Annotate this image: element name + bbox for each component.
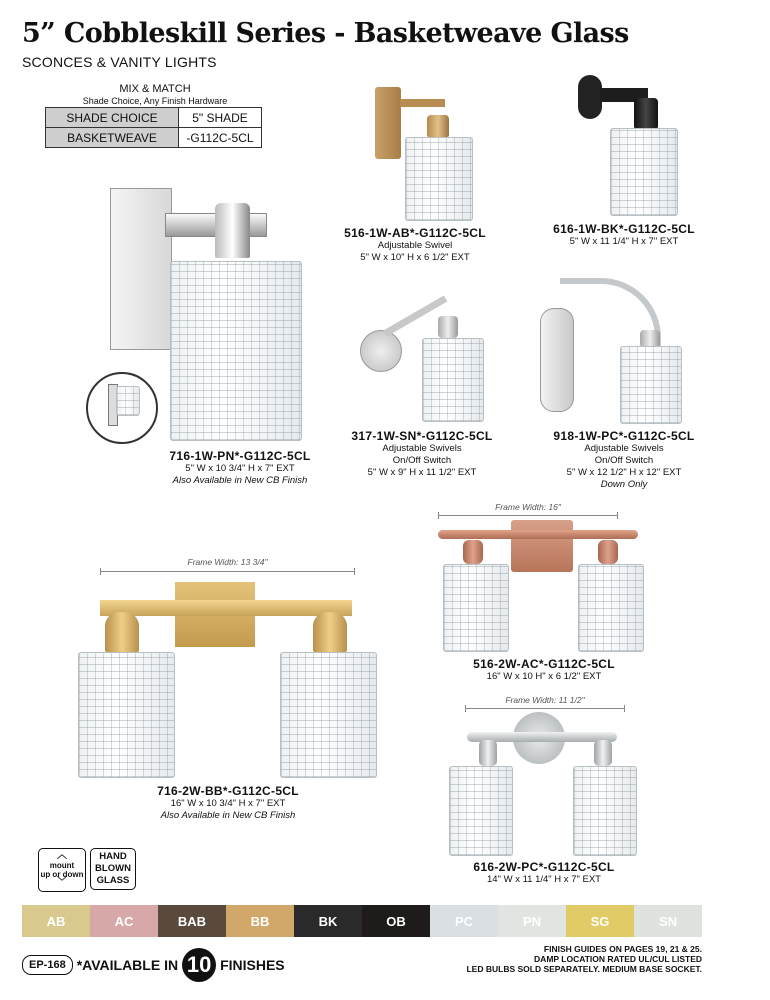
frame-width-label: Frame Width: 16" bbox=[495, 502, 561, 512]
socket-cup bbox=[105, 612, 139, 652]
footer-availability bbox=[22, 948, 285, 982]
backplate bbox=[360, 330, 402, 372]
product-note: Also Available in New CB Finish bbox=[160, 810, 296, 821]
mix-match-title: MIX & MATCH bbox=[119, 83, 191, 95]
finish-code: SN bbox=[658, 913, 678, 929]
product-caption bbox=[454, 860, 634, 886]
basketweave-shade bbox=[280, 652, 377, 778]
dimensions: 5" W x 9" H x 11 1/2" EXT bbox=[367, 467, 477, 478]
mount-label: mount bbox=[49, 861, 75, 870]
finish-swatch bbox=[294, 905, 362, 937]
backplate bbox=[578, 75, 602, 119]
finish-swatch bbox=[430, 905, 498, 937]
basketweave-shade bbox=[620, 346, 682, 424]
finish-code: SG bbox=[590, 913, 610, 929]
feature-line: On/Off Switch bbox=[594, 455, 654, 466]
model-number: 616-2W-PC*-G112C-5CL bbox=[473, 860, 615, 874]
finish-swatch bbox=[226, 905, 294, 937]
finish-code: PC bbox=[454, 913, 474, 929]
socket-cup bbox=[438, 316, 458, 338]
socket-cup bbox=[313, 612, 347, 652]
model-number: 616-1W-BK*-G112C-5CL bbox=[553, 222, 695, 236]
socket-cup bbox=[594, 740, 612, 766]
finish-code: PN bbox=[522, 913, 542, 929]
product-note: Also Available in New CB Finish bbox=[172, 475, 308, 486]
hand-blown-glass-badge bbox=[90, 848, 136, 890]
thumbnail-inset bbox=[86, 372, 158, 444]
frame-width-label: Frame Width: 11 1/2" bbox=[505, 695, 585, 705]
finish-code: AC bbox=[114, 913, 134, 929]
product-caption bbox=[140, 449, 340, 487]
footer-note: DAMP LOCATION RATED UL/CUL LISTED bbox=[534, 954, 702, 964]
table-cell: -G112C-5CL bbox=[179, 128, 262, 148]
mix-match-subtitle: Shade Choice, Any Finish Hardware bbox=[82, 96, 228, 106]
page-title: 5” Cobbleskill Series - Basketweave Glass bbox=[22, 18, 629, 49]
table-cell: SHADE CHOICE bbox=[46, 108, 179, 128]
dimensions: 5" W x 12 1/2" H x 12" EXT bbox=[566, 467, 682, 478]
available-prefix: *AVAILABLE IN bbox=[76, 957, 179, 973]
dimensions: 5" W x 10" H x 6 1/2" EXT bbox=[360, 252, 470, 263]
product-image-616-2w-pc bbox=[447, 712, 642, 855]
product-caption bbox=[128, 784, 328, 822]
product-image-918-1w-pc bbox=[540, 278, 690, 423]
finish-code: OB bbox=[386, 913, 406, 929]
model-number: 516-2W-AC*-G112C-5CL bbox=[473, 657, 615, 671]
finish-swatch bbox=[158, 905, 226, 937]
finish-count: 10 bbox=[182, 948, 216, 982]
mix-match-heading bbox=[45, 83, 265, 107]
basketweave-shade bbox=[449, 766, 513, 856]
badge-line: GLASS bbox=[96, 875, 130, 886]
product-caption bbox=[454, 657, 634, 683]
frame-width-line bbox=[465, 708, 625, 709]
page-subtitle: SCONCES & VANITY LIGHTS bbox=[22, 54, 217, 70]
finish-swatch bbox=[566, 905, 634, 937]
socket-cup bbox=[634, 98, 658, 130]
bar bbox=[438, 530, 638, 539]
finish-swatch bbox=[22, 905, 90, 937]
basketweave-shade bbox=[573, 766, 637, 856]
product-note: Down Only bbox=[600, 479, 648, 490]
finish-code: AB bbox=[46, 913, 66, 929]
bar bbox=[100, 600, 352, 616]
socket-cup bbox=[479, 740, 497, 766]
mount-label: up or down bbox=[40, 870, 84, 879]
backplate bbox=[110, 188, 172, 350]
feature-line: Adjustable Swivels bbox=[382, 443, 462, 454]
dimensions: 16" W x 10 3/4" H x 7" EXT bbox=[170, 798, 286, 809]
finish-swatch-bar bbox=[22, 905, 702, 937]
available-suffix: FINISHES bbox=[220, 957, 285, 973]
frame-width-line bbox=[100, 571, 355, 572]
badge-line: HAND bbox=[99, 851, 127, 862]
table-cell: 5" SHADE bbox=[179, 108, 262, 128]
feature-line: On/Off Switch bbox=[392, 455, 452, 466]
finish-swatch bbox=[362, 905, 430, 937]
product-image-716-2w-bb bbox=[78, 582, 378, 777]
finish-swatch bbox=[90, 905, 158, 937]
arm bbox=[400, 99, 445, 107]
model-number: 918-1W-PC*-G112C-5CL bbox=[553, 429, 695, 443]
table-cell: BASKETWEAVE bbox=[46, 128, 179, 148]
model-number: 716-1W-PN*-G112C-5CL bbox=[169, 449, 311, 463]
basketweave-shade bbox=[170, 261, 302, 441]
footer-notes bbox=[466, 944, 702, 974]
product-caption bbox=[332, 429, 512, 479]
basketweave-shade bbox=[405, 137, 473, 221]
product-image-317-1w-sn bbox=[360, 300, 490, 420]
badge-line: BLOWN bbox=[95, 863, 131, 874]
basketweave-shade bbox=[78, 652, 175, 778]
basketweave-shade bbox=[578, 564, 644, 652]
frame-width-label: Frame Width: 13 3/4" bbox=[187, 557, 268, 567]
dimensions: 16" W x 10 H" x 6 1/2" EXT bbox=[486, 671, 602, 682]
dimensions: 5" W x 10 3/4" H x 7" EXT bbox=[185, 463, 295, 474]
product-caption bbox=[534, 429, 714, 491]
product-image-516-1w-ab bbox=[375, 85, 475, 220]
page-code: EP-168 bbox=[22, 955, 73, 975]
socket-cup bbox=[463, 540, 483, 564]
chevron-down-icon: ﹀ bbox=[57, 877, 67, 888]
finish-swatch bbox=[634, 905, 702, 937]
basketweave-shade bbox=[443, 564, 509, 652]
product-image-516-2w-ac bbox=[438, 520, 638, 652]
basketweave-shade bbox=[422, 338, 484, 422]
basketweave-shade bbox=[610, 128, 678, 216]
dimensions: 14" W x 11 1/4" H x 7" EXT bbox=[487, 874, 601, 885]
model-number: 317-1W-SN*-G112C-5CL bbox=[351, 429, 493, 443]
product-caption bbox=[534, 222, 714, 248]
socket-cup bbox=[215, 203, 250, 258]
socket-cup bbox=[598, 540, 618, 564]
frame-width-line bbox=[438, 515, 618, 516]
backplate bbox=[511, 520, 573, 572]
footer-note: LED BULBS SOLD SEPARATELY. MEDIUM BASE SOCKET. bbox=[466, 964, 702, 974]
product-caption bbox=[325, 226, 505, 264]
feature-line: Adjustable Swivel bbox=[377, 240, 453, 251]
finish-swatch bbox=[498, 905, 566, 937]
mount-up-or-down-badge bbox=[38, 848, 86, 892]
chevron-up-icon: ︿ bbox=[57, 850, 67, 861]
feature-line: Adjustable Swivels bbox=[584, 443, 664, 454]
product-image-616-1w-bk bbox=[578, 70, 688, 220]
table-row bbox=[46, 128, 262, 148]
mix-match-table bbox=[45, 107, 262, 148]
table-row bbox=[46, 108, 262, 128]
finish-code: BK bbox=[318, 913, 338, 929]
model-number: 516-1W-AB*-G112C-5CL bbox=[344, 226, 486, 240]
backplate bbox=[375, 87, 401, 159]
model-number: 716-2W-BB*-G112C-5CL bbox=[157, 784, 299, 798]
dimensions: 5" W x 11 1/4" H x 7" EXT bbox=[569, 236, 679, 247]
finish-code: BAB bbox=[177, 913, 207, 929]
socket-cup bbox=[427, 115, 449, 137]
footer-note: FINISH GUIDES ON PAGES 19, 21 & 25. bbox=[543, 944, 702, 954]
finish-code: BB bbox=[250, 913, 270, 929]
